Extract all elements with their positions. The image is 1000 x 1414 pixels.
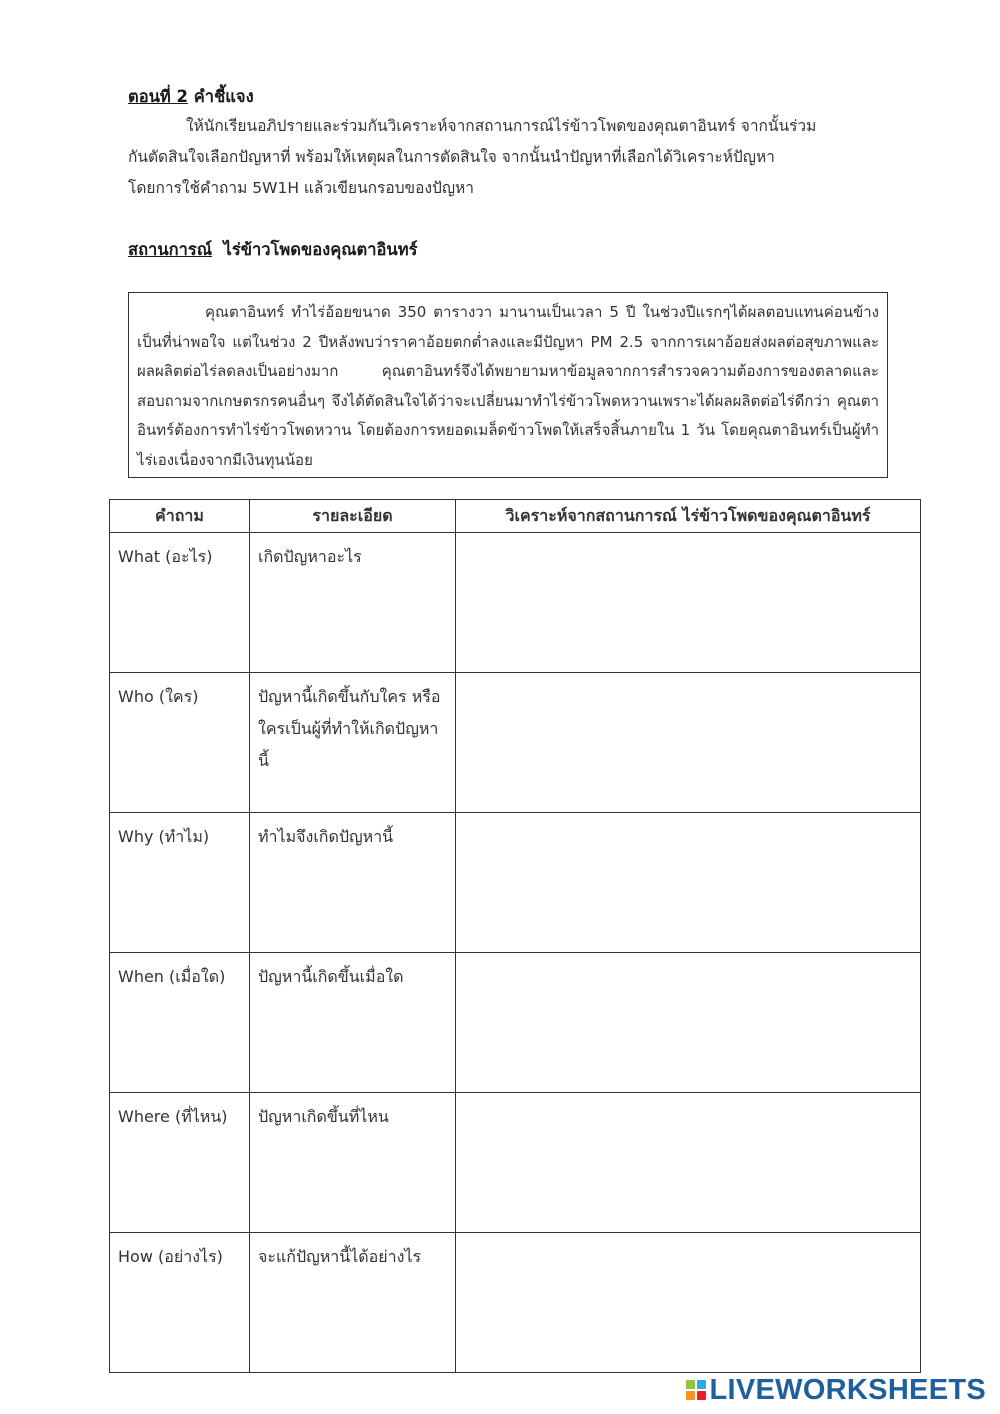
detail-cell: ปัญหานี้เกิดขึ้นเมื่อใด — [250, 953, 456, 1093]
instruction-line-1: ให้นักเรียนอภิปรายและร่วมกันวิเคราะห์จากสถานการณ์ไร่ข้าวโพดของคุณตาอินทร์ จากนั้นร่วม — [186, 117, 817, 135]
detail-cell: ทำไมจึงเกิดปัญหานี้ — [250, 813, 456, 953]
question-cell: How (อย่างไร) — [110, 1233, 250, 1373]
logo-square — [697, 1380, 706, 1389]
question-cell: What (อะไร) — [110, 533, 250, 673]
answer-field-what[interactable] — [456, 533, 921, 673]
question-cell: When (เมื่อใด) — [110, 953, 250, 1093]
brand-name: LIVEWORKSHEETS — [709, 1373, 986, 1406]
table-row-how — [110, 1233, 921, 1373]
liveworksheets-logo-icon — [686, 1380, 706, 1400]
scenario-heading: ไร่ข้าวโพดของคุณตาอินทร์ — [223, 240, 418, 259]
scenario-text: คุณตาอินทร์ ทำไร่อ้อยขนาด 350 ตารางวา มานานเป็นเวลา 5 ปี ในช่วงปีแรกๆได้ผลตอบแทนค่อนข้างเป็นที่น่าพอใจ แต่ในช่วง 2 ปีหลังพบว่าราคาอ้อยตกต่ำลงและมีปัญหา PM 2.5 จากการเผาอ้อยส่งผลต่อสุขภาพและผลผลิตต่อไร่ลดลงเป็นอย่างมาก คุณตาอินทร์จึงได้พยายามหาข้อมูลจากการสำรวจความต้องการของตลาดและสอบถามจากเกษตรกรคนอื่นๆ จึงได้ตัดสินใจได้ว่าจะเปลี่ยนมาทำไร่ข้าวโพดหวานเพราะได้ผลผลิตต่อไร่ดีกว่า คุณตาอินทร์ต้องการทำไร่ข้าวโพดหวาน โดยต้องการหยอดเมล็ดข้าวโพดให้เสร็จสิ้นภายใน 1 วัน โดยคุณตาอินทร์เป็นผู้ทำไร่เองเนื่องจากมีเงินทุนน้อย — [137, 303, 879, 469]
scenario-label: สถานการณ์ — [128, 240, 213, 259]
table-row-where — [110, 1093, 921, 1233]
logo-square — [686, 1391, 695, 1400]
part-label: ตอนที่ 2 — [128, 87, 189, 106]
table-row-who — [110, 673, 921, 813]
header-detail: รายละเอียด — [250, 500, 456, 533]
detail-cell: เกิดปัญหาอะไร — [250, 533, 456, 673]
liveworksheets-brand[interactable] — [686, 1374, 987, 1406]
question-cell: Where (ที่ไหน) — [110, 1093, 250, 1233]
detail-cell: ปัญหานี้เกิดขึ้นกับใคร หรือใครเป็นผู้ที่ทำให้เกิดปัญหานี้ — [250, 673, 456, 813]
scenario-box — [128, 292, 888, 478]
part-title — [128, 84, 254, 110]
instruction-line-3: โดยการใช้คำถาม 5W1H แล้วเขียนกรอบของปัญหา — [128, 179, 474, 197]
detail-cell: ปัญหาเกิดขึ้นที่ไหน — [250, 1093, 456, 1233]
question-cell: Why (ทำไม) — [110, 813, 250, 953]
table-row-why — [110, 813, 921, 953]
answer-field-where[interactable] — [456, 1093, 921, 1233]
instructions — [128, 111, 898, 204]
analysis-table — [109, 499, 921, 1373]
answer-field-why[interactable] — [456, 813, 921, 953]
part-heading: คำชี้แจง — [193, 87, 254, 106]
logo-square — [686, 1380, 695, 1389]
answer-field-how[interactable] — [456, 1233, 921, 1373]
table-row-when — [110, 953, 921, 1093]
answer-field-when[interactable] — [456, 953, 921, 1093]
detail-cell: จะแก้ปัญหานี้ได้อย่างไร — [250, 1233, 456, 1373]
question-cell: Who (ใคร) — [110, 673, 250, 813]
header-analysis: วิเคราะห์จากสถานการณ์ ไร่ข้าวโพดของคุณตาอินทร์ — [456, 500, 921, 533]
answer-field-who[interactable] — [456, 673, 921, 813]
table-row-what — [110, 533, 921, 673]
table-header-row — [110, 500, 921, 533]
header-question: คำถาม — [110, 500, 250, 533]
logo-square — [697, 1391, 706, 1400]
scenario-title — [128, 237, 417, 263]
instruction-line-2: กันตัดสินใจเลือกปัญหาที่ พร้อมให้เหตุผลในการตัดสินใจ จากนั้นนำปัญหาที่เลือกได้วิเคราะห์ปัญหา — [128, 148, 775, 166]
